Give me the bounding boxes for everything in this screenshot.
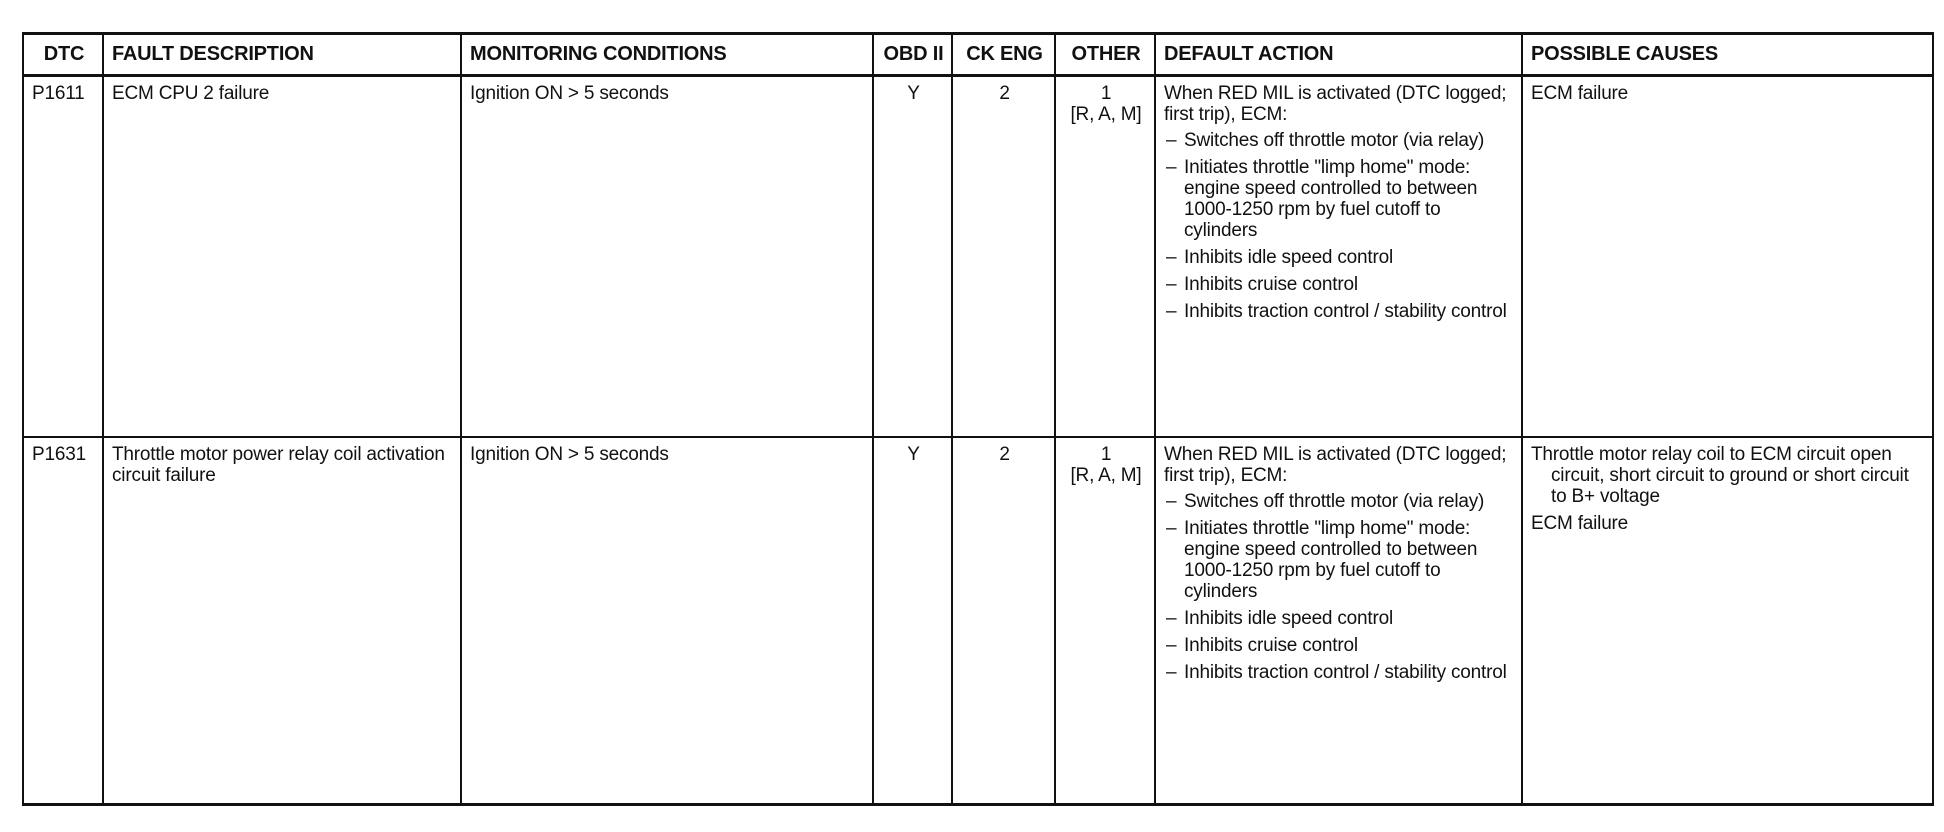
ck-eng-value: 2 <box>952 76 1055 438</box>
possible-cause: ECM failure <box>1531 83 1629 104</box>
other-code: 1 <box>1100 444 1112 465</box>
default-action-cell <box>1155 437 1522 805</box>
default-action-item: – Initiates throttle "limp home" mode: engine speed controlled to between 1000-1250 rpm by fuel cutoff to cylinders <box>1164 157 1515 241</box>
fault-description: Throttle motor power relay coil activation circuit failure <box>103 437 461 805</box>
default-action-item: – Switches off throttle motor (via relay) <box>1164 491 1515 512</box>
dtc-code: P1631 <box>23 437 103 805</box>
header-dtc: DTC <box>23 34 103 76</box>
default-action-item: – Inhibits traction control / stability control <box>1164 301 1515 322</box>
default-action-item: – Initiates throttle "limp home" mode: engine speed controlled to between 1000-1250 rpm by fuel cutoff to cylinders <box>1164 518 1515 602</box>
dtc-code: P1611 <box>23 76 103 438</box>
header-other: OTHER <box>1055 34 1155 76</box>
monitoring-conditions: Ignition ON > 5 seconds <box>461 76 873 438</box>
default-action-intro: When RED MIL is activated (DTC logged; first trip), ECM: <box>1164 444 1507 486</box>
default-action-list <box>1164 130 1515 322</box>
other-cell <box>1055 76 1155 438</box>
obd-value: Y <box>873 437 952 805</box>
possible-cause: Throttle motor relay coil to ECM circuit open circuit, short circuit to ground or short circuit to B+ voltage <box>1531 444 1909 507</box>
default-action-item: – Inhibits traction control / stability control <box>1164 662 1515 683</box>
default-action-item: – Inhibits idle speed control <box>1164 247 1515 268</box>
default-action-cell <box>1155 76 1522 438</box>
default-action-item: – Inhibits cruise control <box>1164 635 1515 656</box>
other-detail: [R, A, M] <box>1070 465 1142 486</box>
ck-eng-value: 2 <box>952 437 1055 805</box>
table-row <box>23 76 1933 438</box>
default-action-list <box>1164 491 1515 683</box>
possible-cause: ECM failure <box>1531 513 1629 534</box>
header-possible-causes: POSSIBLE CAUSES <box>1522 34 1933 76</box>
fault-description: ECM CPU 2 failure <box>103 76 461 438</box>
dtc-table-page <box>22 32 1932 806</box>
default-action-item: – Inhibits cruise control <box>1164 274 1515 295</box>
default-action-item: – Switches off throttle motor (via relay) <box>1164 130 1515 151</box>
possible-causes-cell <box>1522 437 1933 805</box>
header-obd: OBD II <box>873 34 952 76</box>
default-action-item: – Inhibits idle speed control <box>1164 608 1515 629</box>
obd-value: Y <box>873 76 952 438</box>
table-row <box>23 437 1933 805</box>
default-action-intro: When RED MIL is activated (DTC logged; first trip), ECM: <box>1164 83 1507 125</box>
dtc-table <box>22 32 1934 806</box>
other-code: 1 <box>1100 83 1112 104</box>
other-cell <box>1055 437 1155 805</box>
header-ck-eng: CK ENG <box>952 34 1055 76</box>
header-default-action: DEFAULT ACTION <box>1155 34 1522 76</box>
possible-causes-cell <box>1522 76 1933 438</box>
monitoring-conditions: Ignition ON > 5 seconds <box>461 437 873 805</box>
header-fault-description: FAULT DESCRIPTION <box>103 34 461 76</box>
header-row <box>23 34 1933 76</box>
header-monitoring-conditions: MONITORING CONDITIONS <box>461 34 873 76</box>
other-detail: [R, A, M] <box>1070 104 1142 125</box>
